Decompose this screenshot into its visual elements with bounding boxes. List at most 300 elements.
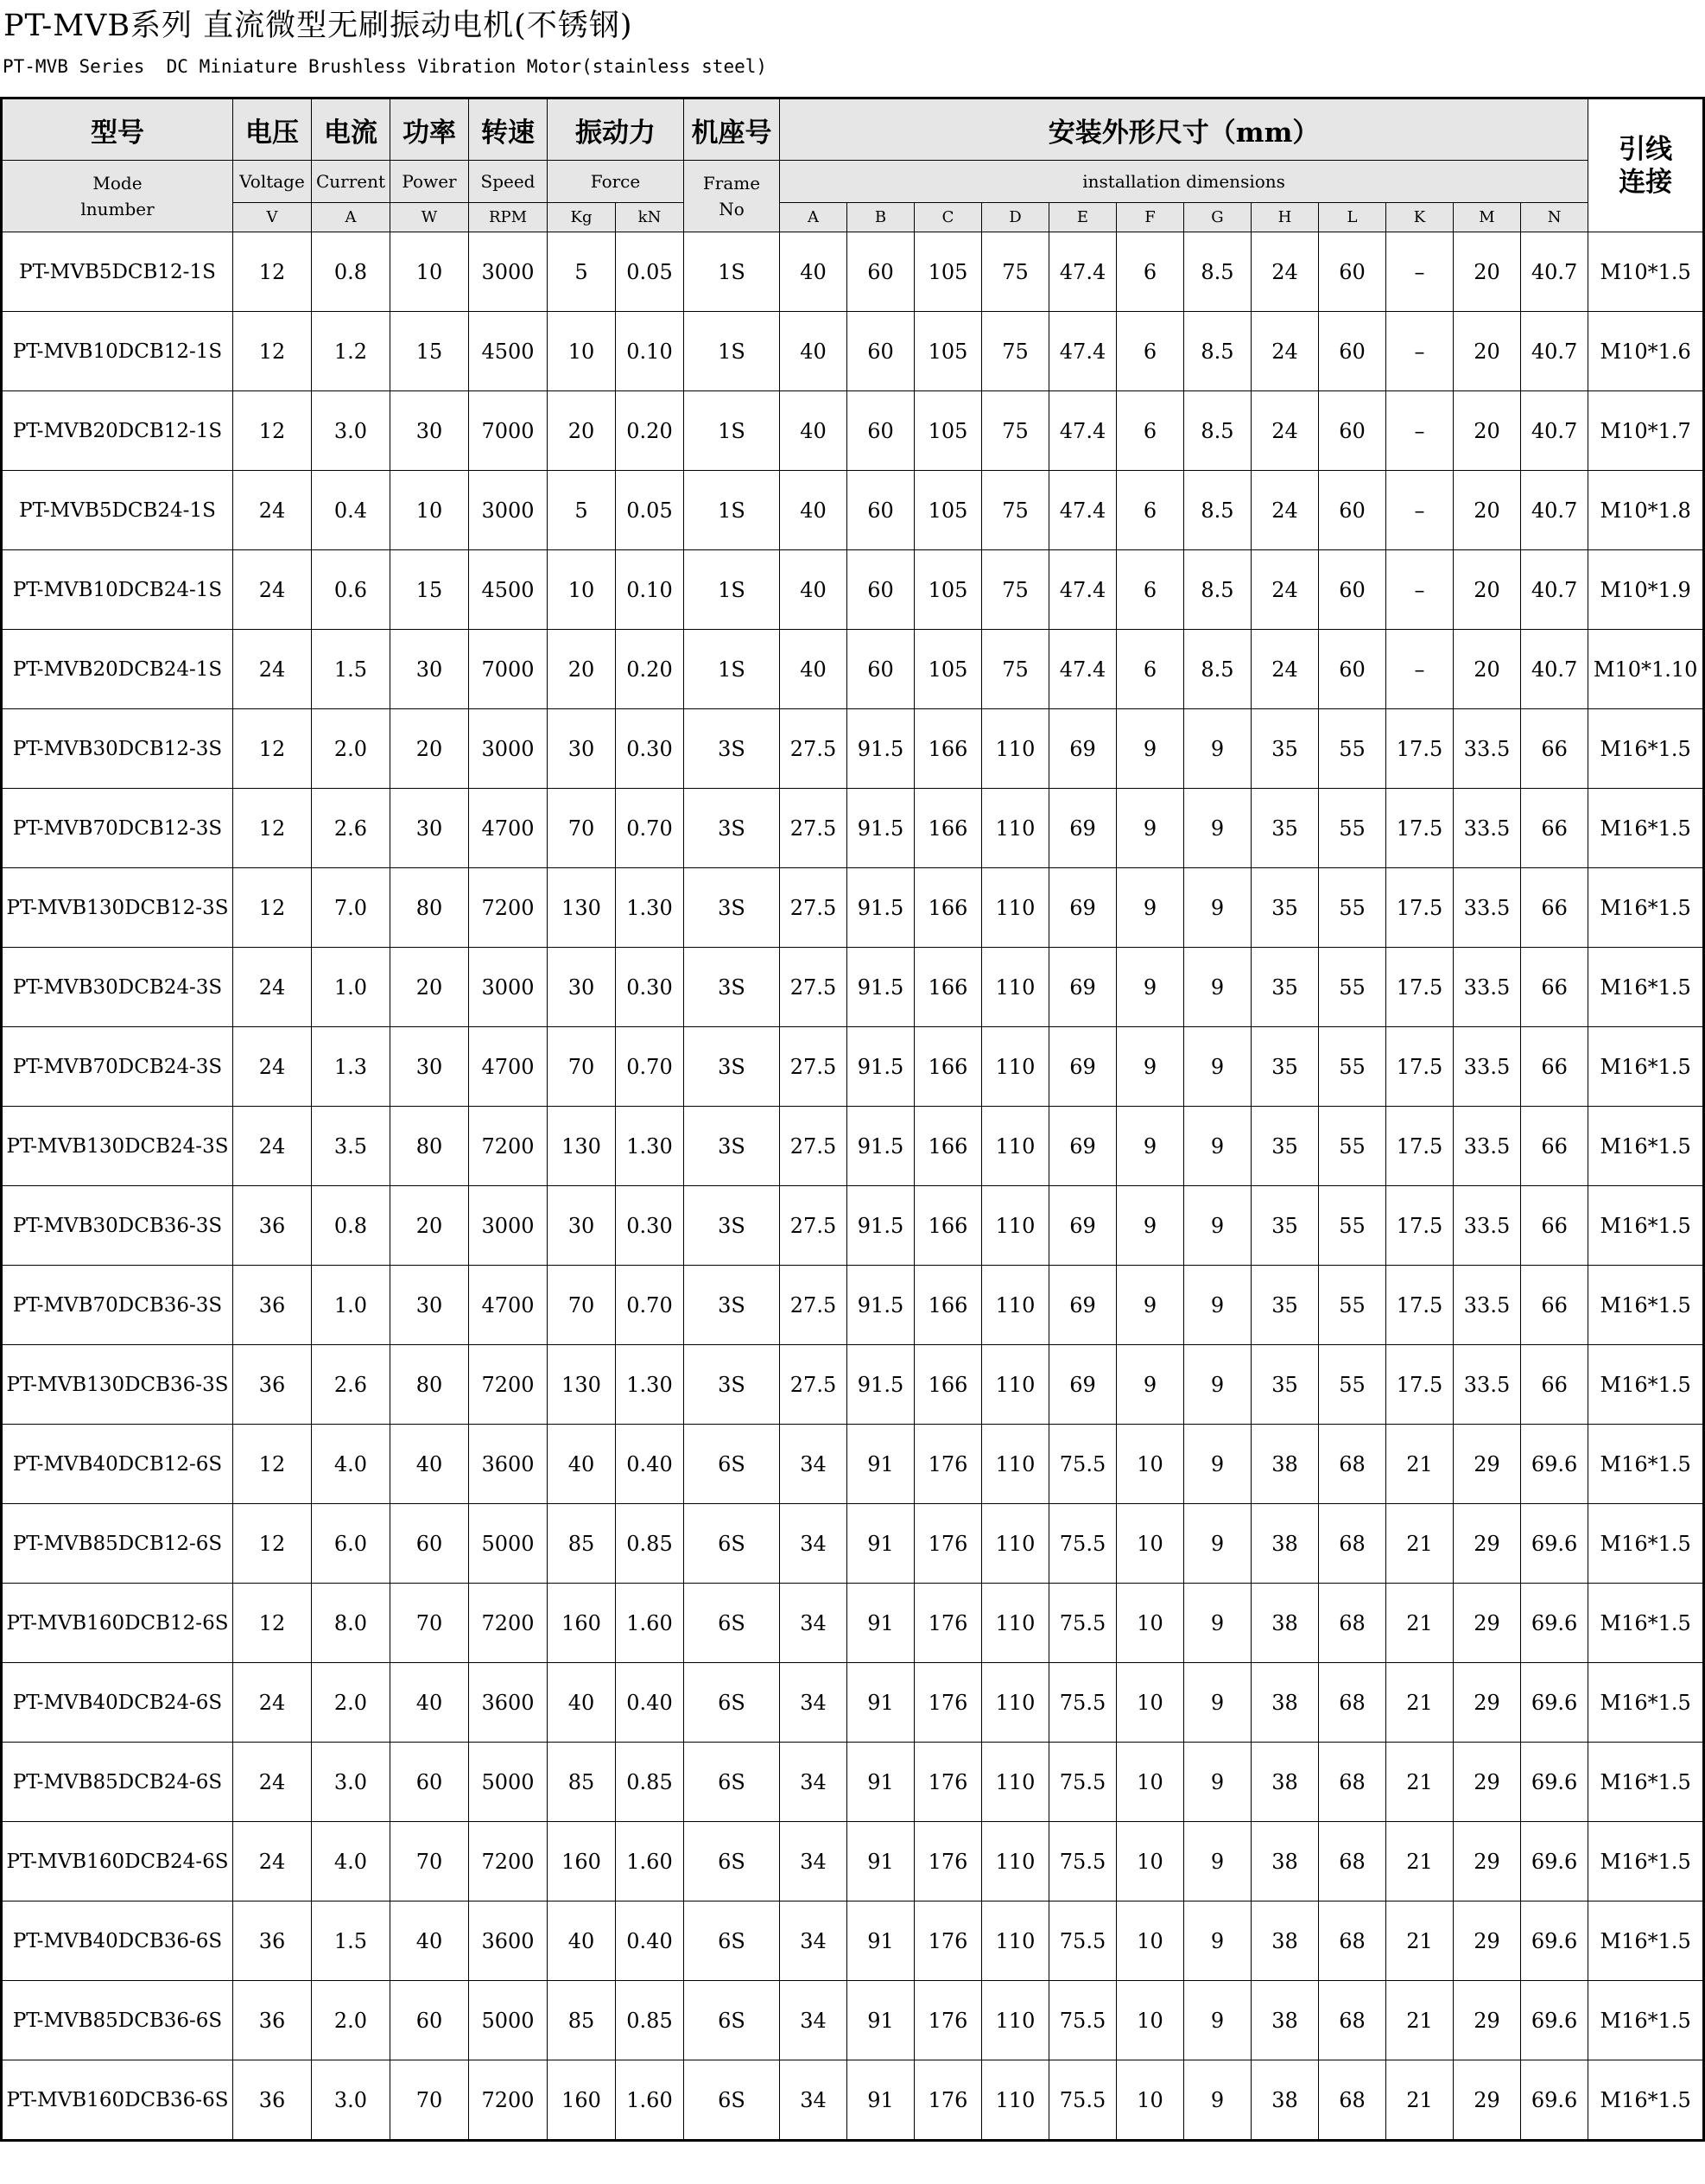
cell-dim-b: 60 xyxy=(847,550,915,630)
spec-table xyxy=(0,97,1705,2142)
cell-force-kg: 40 xyxy=(548,1901,616,1981)
cell-power: 60 xyxy=(390,1743,469,1822)
cell-force-kg: 20 xyxy=(548,391,616,471)
cell-dim-d: 110 xyxy=(982,1345,1049,1425)
cell-dim-h: 35 xyxy=(1252,1266,1319,1345)
cell-dim-d: 75 xyxy=(982,471,1049,550)
cell-dim-f: 9 xyxy=(1117,1345,1184,1425)
cell-voltage: 24 xyxy=(233,471,312,550)
cell-dim-b: 60 xyxy=(847,471,915,550)
cell-dim-m: 29 xyxy=(1454,1584,1521,1663)
cell-current: 1.3 xyxy=(312,1027,390,1107)
cell-dim-h: 38 xyxy=(1252,1743,1319,1822)
cell-dim-c: 105 xyxy=(915,391,982,471)
cell-dim-c: 105 xyxy=(915,630,982,709)
table-row xyxy=(2,1743,1704,1822)
cell-dim-n: 69.6 xyxy=(1521,2060,1588,2141)
cell-dim-k: 17.5 xyxy=(1386,1107,1454,1186)
cell-force-kn: 0.10 xyxy=(616,312,684,391)
cell-dim-k: – xyxy=(1386,550,1454,630)
cell-force-kg: 70 xyxy=(548,1027,616,1107)
cell-dim-d: 110 xyxy=(982,1981,1049,2060)
cell-force-kn: 0.05 xyxy=(616,232,684,312)
cell-speed: 3000 xyxy=(469,471,548,550)
cell-dim-f: 10 xyxy=(1117,1425,1184,1504)
cell-speed: 7000 xyxy=(469,391,548,471)
cell-voltage: 24 xyxy=(233,1027,312,1107)
cell-current: 0.8 xyxy=(312,1186,390,1266)
cell-dim-a: 40 xyxy=(780,312,847,391)
cell-power: 10 xyxy=(390,471,469,550)
cell-dim-m: 20 xyxy=(1454,391,1521,471)
cell-voltage: 36 xyxy=(233,1981,312,2060)
cell-dim-a: 27.5 xyxy=(780,789,847,868)
cell-dim-a: 40 xyxy=(780,391,847,471)
cell-dim-b: 91.5 xyxy=(847,948,915,1027)
cell-dim-e: 75.5 xyxy=(1049,1584,1117,1663)
cell-dim-h: 35 xyxy=(1252,1345,1319,1425)
cell-speed: 5000 xyxy=(469,1981,548,2060)
cell-dim-l: 68 xyxy=(1319,1504,1386,1584)
cell-dim-m: 33.5 xyxy=(1454,1345,1521,1425)
cell-model: PT-MVB70DCB36-3S xyxy=(2,1266,233,1345)
cell-dim-l: 55 xyxy=(1319,789,1386,868)
cell-dim-a: 27.5 xyxy=(780,709,847,789)
cell-force-kg: 130 xyxy=(548,1107,616,1186)
cell-force-kg: 85 xyxy=(548,1504,616,1584)
header-lead-cn xyxy=(1588,98,1704,232)
cell-dim-m: 33.5 xyxy=(1454,709,1521,789)
cell-dim-f: 10 xyxy=(1117,1584,1184,1663)
cell-dim-a: 34 xyxy=(780,1822,847,1901)
cell-dim-d: 75 xyxy=(982,391,1049,471)
cell-dim-h: 38 xyxy=(1252,1901,1319,1981)
cell-current: 2.0 xyxy=(312,709,390,789)
cell-dim-d: 110 xyxy=(982,1901,1049,1981)
cell-frame: 6S xyxy=(684,1901,780,1981)
cell-dim-g: 9 xyxy=(1184,709,1252,789)
cell-dim-n: 40.7 xyxy=(1521,630,1588,709)
cell-power: 40 xyxy=(390,1663,469,1743)
cell-power: 20 xyxy=(390,709,469,789)
cell-dim-e: 69 xyxy=(1049,868,1117,948)
cell-dim-b: 91 xyxy=(847,1504,915,1584)
cell-current: 1.0 xyxy=(312,1266,390,1345)
header-dim-letter: H xyxy=(1252,203,1319,232)
cell-dim-n: 69.6 xyxy=(1521,1743,1588,1822)
cell-speed: 3600 xyxy=(469,1425,548,1504)
cell-power: 30 xyxy=(390,630,469,709)
cell-current: 0.8 xyxy=(312,232,390,312)
cell-dim-h: 38 xyxy=(1252,1981,1319,2060)
cell-dim-e: 75.5 xyxy=(1049,2060,1117,2141)
header-force-unit-kn: kN xyxy=(616,203,684,232)
cell-dim-a: 34 xyxy=(780,1981,847,2060)
cell-voltage: 24 xyxy=(233,1822,312,1901)
table-row xyxy=(2,789,1704,868)
cell-power: 70 xyxy=(390,1584,469,1663)
cell-dim-k: 21 xyxy=(1386,1822,1454,1901)
cell-voltage: 12 xyxy=(233,709,312,789)
cell-lead: M16*1.5 xyxy=(1588,1345,1704,1425)
cell-dim-d: 110 xyxy=(982,868,1049,948)
cell-dim-g: 9 xyxy=(1184,1584,1252,1663)
cell-dim-f: 9 xyxy=(1117,789,1184,868)
cell-dim-m: 33.5 xyxy=(1454,1266,1521,1345)
cell-dim-h: 35 xyxy=(1252,948,1319,1027)
table-row xyxy=(2,709,1704,789)
cell-force-kn: 0.70 xyxy=(616,1266,684,1345)
cell-dim-e: 75.5 xyxy=(1049,1504,1117,1584)
cell-force-kg: 85 xyxy=(548,1981,616,2060)
table-row xyxy=(2,471,1704,550)
cell-dim-k: 17.5 xyxy=(1386,1027,1454,1107)
table-row xyxy=(2,630,1704,709)
cell-dim-k: 21 xyxy=(1386,1981,1454,2060)
cell-dim-n: 40.7 xyxy=(1521,550,1588,630)
table-row xyxy=(2,1901,1704,1981)
cell-lead: M16*1.5 xyxy=(1588,948,1704,1027)
cell-current: 3.0 xyxy=(312,2060,390,2141)
header-current-unit: A xyxy=(312,203,390,232)
cell-dim-d: 110 xyxy=(982,1743,1049,1822)
cell-lead: M10*1.10 xyxy=(1588,630,1704,709)
header-lead-cn-1: 引线 xyxy=(1619,133,1673,165)
cell-dim-c: 105 xyxy=(915,471,982,550)
cell-dim-l: 68 xyxy=(1319,1743,1386,1822)
cell-dim-m: 20 xyxy=(1454,232,1521,312)
cell-power: 80 xyxy=(390,1345,469,1425)
cell-dim-l: 55 xyxy=(1319,1266,1386,1345)
cell-lead: M16*1.5 xyxy=(1588,1981,1704,2060)
cell-dim-f: 10 xyxy=(1117,1504,1184,1584)
cell-current: 1.2 xyxy=(312,312,390,391)
header-dim-letter: D xyxy=(982,203,1049,232)
cell-voltage: 24 xyxy=(233,1743,312,1822)
cell-dim-c: 176 xyxy=(915,1822,982,1901)
header-current-en: Current xyxy=(312,161,390,203)
table-row xyxy=(2,232,1704,312)
cell-dim-l: 60 xyxy=(1319,391,1386,471)
cell-dim-f: 9 xyxy=(1117,948,1184,1027)
cell-dim-d: 75 xyxy=(982,630,1049,709)
cell-model: PT-MVB85DCB24-6S xyxy=(2,1743,233,1822)
cell-lead: M16*1.5 xyxy=(1588,1027,1704,1107)
cell-dim-l: 55 xyxy=(1319,1186,1386,1266)
cell-dim-h: 35 xyxy=(1252,868,1319,948)
cell-dim-e: 75.5 xyxy=(1049,1743,1117,1822)
cell-dim-h: 35 xyxy=(1252,709,1319,789)
header-lead-cn-2: 连接 xyxy=(1619,166,1673,198)
cell-dim-g: 9 xyxy=(1184,1186,1252,1266)
cell-dim-l: 60 xyxy=(1319,312,1386,391)
cell-dim-e: 47.4 xyxy=(1049,471,1117,550)
cell-force-kn: 1.30 xyxy=(616,1107,684,1186)
cell-model: PT-MVB85DCB36-6S xyxy=(2,1981,233,2060)
cell-lead: M16*1.5 xyxy=(1588,1743,1704,1822)
cell-dim-f: 6 xyxy=(1117,391,1184,471)
cell-current: 3.0 xyxy=(312,391,390,471)
cell-model: PT-MVB5DCB12-1S xyxy=(2,232,233,312)
cell-dim-n: 69.6 xyxy=(1521,1901,1588,1981)
cell-dim-m: 20 xyxy=(1454,550,1521,630)
cell-power: 80 xyxy=(390,868,469,948)
cell-lead: M16*1.5 xyxy=(1588,1107,1704,1186)
cell-dim-f: 10 xyxy=(1117,1663,1184,1743)
header-frame-en-1: Frame xyxy=(702,173,761,194)
cell-dim-b: 91.5 xyxy=(847,868,915,948)
cell-model: PT-MVB30DCB24-3S xyxy=(2,948,233,1027)
cell-dim-n: 40.7 xyxy=(1521,312,1588,391)
header-dim-letter: C xyxy=(915,203,982,232)
cell-voltage: 24 xyxy=(233,1663,312,1743)
cell-frame: 3S xyxy=(684,709,780,789)
cell-dim-k: 17.5 xyxy=(1386,789,1454,868)
cell-model: PT-MVB160DCB36-6S xyxy=(2,2060,233,2141)
cell-dim-l: 68 xyxy=(1319,2060,1386,2141)
cell-force-kg: 10 xyxy=(548,312,616,391)
cell-power: 60 xyxy=(390,1504,469,1584)
table-row xyxy=(2,1981,1704,2060)
cell-dim-c: 166 xyxy=(915,868,982,948)
cell-dim-b: 60 xyxy=(847,630,915,709)
cell-frame: 6S xyxy=(684,1425,780,1504)
cell-power: 60 xyxy=(390,1981,469,2060)
cell-power: 70 xyxy=(390,1822,469,1901)
cell-lead: M16*1.5 xyxy=(1588,868,1704,948)
page-subtitle: PT-MVB Series DC Miniature Brushless Vibration Motor(stainless steel) xyxy=(3,56,768,77)
cell-dim-f: 9 xyxy=(1117,1027,1184,1107)
cell-dim-m: 29 xyxy=(1454,1663,1521,1743)
cell-dim-n: 66 xyxy=(1521,1186,1588,1266)
cell-force-kg: 130 xyxy=(548,868,616,948)
cell-dim-b: 91 xyxy=(847,1822,915,1901)
header-frame-en xyxy=(684,161,780,232)
cell-voltage: 24 xyxy=(233,948,312,1027)
cell-dim-n: 66 xyxy=(1521,789,1588,868)
cell-dim-k: 21 xyxy=(1386,1584,1454,1663)
table-row xyxy=(2,948,1704,1027)
cell-dim-l: 55 xyxy=(1319,1027,1386,1107)
cell-force-kn: 0.10 xyxy=(616,550,684,630)
cell-dim-n: 69.6 xyxy=(1521,1981,1588,2060)
cell-lead: M16*1.5 xyxy=(1588,709,1704,789)
cell-voltage: 36 xyxy=(233,1186,312,1266)
cell-dim-c: 176 xyxy=(915,1504,982,1584)
cell-force-kg: 20 xyxy=(548,630,616,709)
cell-dim-k: 21 xyxy=(1386,1504,1454,1584)
cell-dim-m: 29 xyxy=(1454,1822,1521,1901)
cell-dim-a: 34 xyxy=(780,1504,847,1584)
cell-frame: 3S xyxy=(684,1186,780,1266)
header-dim-letter: G xyxy=(1184,203,1252,232)
cell-dim-b: 91.5 xyxy=(847,1345,915,1425)
cell-dim-h: 38 xyxy=(1252,2060,1319,2141)
cell-dim-h: 35 xyxy=(1252,789,1319,868)
cell-force-kg: 5 xyxy=(548,471,616,550)
cell-dim-k: – xyxy=(1386,471,1454,550)
cell-dim-h: 38 xyxy=(1252,1584,1319,1663)
cell-dim-d: 110 xyxy=(982,789,1049,868)
cell-speed: 7000 xyxy=(469,630,548,709)
cell-dim-g: 8.5 xyxy=(1184,391,1252,471)
cell-dim-c: 176 xyxy=(915,1981,982,2060)
header-power-en: Power xyxy=(390,161,469,203)
cell-lead: M16*1.5 xyxy=(1588,1504,1704,1584)
cell-force-kn: 0.20 xyxy=(616,391,684,471)
cell-frame: 3S xyxy=(684,868,780,948)
cell-dim-b: 91.5 xyxy=(847,1266,915,1345)
cell-speed: 7200 xyxy=(469,1584,548,1663)
cell-speed: 7200 xyxy=(469,1345,548,1425)
cell-force-kg: 40 xyxy=(548,1425,616,1504)
header-model-en-1: Mode xyxy=(92,173,143,194)
cell-dim-m: 20 xyxy=(1454,312,1521,391)
header-dims-en: installation dimensions xyxy=(780,161,1588,203)
cell-model: PT-MVB160DCB24-6S xyxy=(2,1822,233,1901)
cell-force-kg: 10 xyxy=(548,550,616,630)
cell-current: 3.0 xyxy=(312,1743,390,1822)
cell-current: 7.0 xyxy=(312,868,390,948)
cell-dim-h: 24 xyxy=(1252,391,1319,471)
cell-speed: 3000 xyxy=(469,948,548,1027)
cell-dim-a: 27.5 xyxy=(780,948,847,1027)
cell-dim-h: 38 xyxy=(1252,1663,1319,1743)
header-model-en-2: lnumber xyxy=(80,199,155,219)
cell-dim-b: 91 xyxy=(847,1901,915,1981)
cell-lead: M16*1.5 xyxy=(1588,2060,1704,2141)
cell-dim-c: 176 xyxy=(915,1663,982,1743)
cell-current: 1.5 xyxy=(312,630,390,709)
header-dim-letter: A xyxy=(780,203,847,232)
cell-dim-e: 69 xyxy=(1049,789,1117,868)
cell-power: 30 xyxy=(390,1027,469,1107)
cell-dim-f: 9 xyxy=(1117,868,1184,948)
header-model-en xyxy=(2,161,233,232)
cell-dim-a: 34 xyxy=(780,1663,847,1743)
cell-dim-k: – xyxy=(1386,232,1454,312)
cell-model: PT-MVB40DCB36-6S xyxy=(2,1901,233,1981)
cell-dim-a: 34 xyxy=(780,2060,847,2141)
cell-dim-b: 91.5 xyxy=(847,1186,915,1266)
header-power-cn: 功率 xyxy=(390,98,469,161)
header-current-cn: 电流 xyxy=(312,98,390,161)
cell-dim-g: 8.5 xyxy=(1184,471,1252,550)
cell-force-kn: 0.30 xyxy=(616,1186,684,1266)
cell-dim-e: 69 xyxy=(1049,1027,1117,1107)
cell-power: 15 xyxy=(390,550,469,630)
cell-model: PT-MVB20DCB12-1S xyxy=(2,391,233,471)
cell-frame: 6S xyxy=(684,1981,780,2060)
cell-force-kn: 0.85 xyxy=(616,1743,684,1822)
cell-dim-m: 29 xyxy=(1454,1425,1521,1504)
cell-dim-e: 47.4 xyxy=(1049,312,1117,391)
cell-dim-f: 6 xyxy=(1117,471,1184,550)
cell-force-kg: 160 xyxy=(548,2060,616,2141)
cell-frame: 6S xyxy=(684,1663,780,1743)
cell-force-kn: 0.70 xyxy=(616,789,684,868)
cell-dim-d: 110 xyxy=(982,1584,1049,1663)
header-force-unit-kg: Kg xyxy=(548,203,616,232)
cell-dim-b: 60 xyxy=(847,232,915,312)
cell-dim-n: 69.6 xyxy=(1521,1663,1588,1743)
cell-power: 40 xyxy=(390,1425,469,1504)
cell-dim-c: 166 xyxy=(915,948,982,1027)
header-dim-letter: B xyxy=(847,203,915,232)
cell-dim-d: 110 xyxy=(982,1027,1049,1107)
cell-dim-k: 21 xyxy=(1386,1663,1454,1743)
cell-dim-c: 176 xyxy=(915,2060,982,2141)
cell-dim-n: 66 xyxy=(1521,1027,1588,1107)
cell-frame: 3S xyxy=(684,1107,780,1186)
cell-dim-h: 35 xyxy=(1252,1027,1319,1107)
cell-force-kg: 70 xyxy=(548,1266,616,1345)
cell-voltage: 36 xyxy=(233,1266,312,1345)
cell-dim-b: 60 xyxy=(847,391,915,471)
header-force-cn: 振动力 xyxy=(548,98,684,161)
cell-frame: 3S xyxy=(684,948,780,1027)
cell-current: 8.0 xyxy=(312,1584,390,1663)
cell-model: PT-MVB130DCB24-3S xyxy=(2,1107,233,1186)
cell-dim-a: 27.5 xyxy=(780,868,847,948)
cell-voltage: 12 xyxy=(233,789,312,868)
cell-lead: M16*1.5 xyxy=(1588,1901,1704,1981)
cell-dim-n: 66 xyxy=(1521,1107,1588,1186)
cell-model: PT-MVB10DCB24-1S xyxy=(2,550,233,630)
header-voltage-unit: V xyxy=(233,203,312,232)
table-row xyxy=(2,1107,1704,1186)
cell-current: 1.5 xyxy=(312,1901,390,1981)
cell-model: PT-MVB30DCB12-3S xyxy=(2,709,233,789)
cell-dim-b: 91 xyxy=(847,1981,915,2060)
cell-lead: M16*1.5 xyxy=(1588,1266,1704,1345)
cell-voltage: 12 xyxy=(233,312,312,391)
cell-dim-h: 24 xyxy=(1252,630,1319,709)
cell-voltage: 12 xyxy=(233,232,312,312)
cell-dim-a: 27.5 xyxy=(780,1186,847,1266)
cell-speed: 4500 xyxy=(469,312,548,391)
cell-dim-k: 17.5 xyxy=(1386,709,1454,789)
cell-dim-h: 35 xyxy=(1252,1186,1319,1266)
cell-current: 0.6 xyxy=(312,550,390,630)
cell-dim-e: 69 xyxy=(1049,709,1117,789)
cell-dim-l: 68 xyxy=(1319,1981,1386,2060)
cell-dim-g: 9 xyxy=(1184,2060,1252,2141)
cell-dim-c: 176 xyxy=(915,1584,982,1663)
cell-dim-k: 17.5 xyxy=(1386,868,1454,948)
cell-voltage: 12 xyxy=(233,1425,312,1504)
header-voltage-cn: 电压 xyxy=(233,98,312,161)
cell-dim-h: 38 xyxy=(1252,1504,1319,1584)
cell-dim-f: 9 xyxy=(1117,1266,1184,1345)
cell-current: 6.0 xyxy=(312,1504,390,1584)
cell-frame: 1S xyxy=(684,471,780,550)
cell-dim-n: 66 xyxy=(1521,1266,1588,1345)
cell-model: PT-MVB130DCB12-3S xyxy=(2,868,233,948)
table-row xyxy=(2,1663,1704,1743)
table-row xyxy=(2,2060,1704,2141)
cell-model: PT-MVB20DCB24-1S xyxy=(2,630,233,709)
cell-dim-g: 9 xyxy=(1184,1504,1252,1584)
cell-force-kg: 160 xyxy=(548,1584,616,1663)
cell-dim-g: 9 xyxy=(1184,948,1252,1027)
cell-dim-k: 21 xyxy=(1386,1743,1454,1822)
cell-dim-a: 40 xyxy=(780,550,847,630)
cell-model: PT-MVB10DCB12-1S xyxy=(2,312,233,391)
cell-frame: 6S xyxy=(684,1822,780,1901)
cell-frame: 6S xyxy=(684,2060,780,2141)
cell-dim-e: 69 xyxy=(1049,1186,1117,1266)
